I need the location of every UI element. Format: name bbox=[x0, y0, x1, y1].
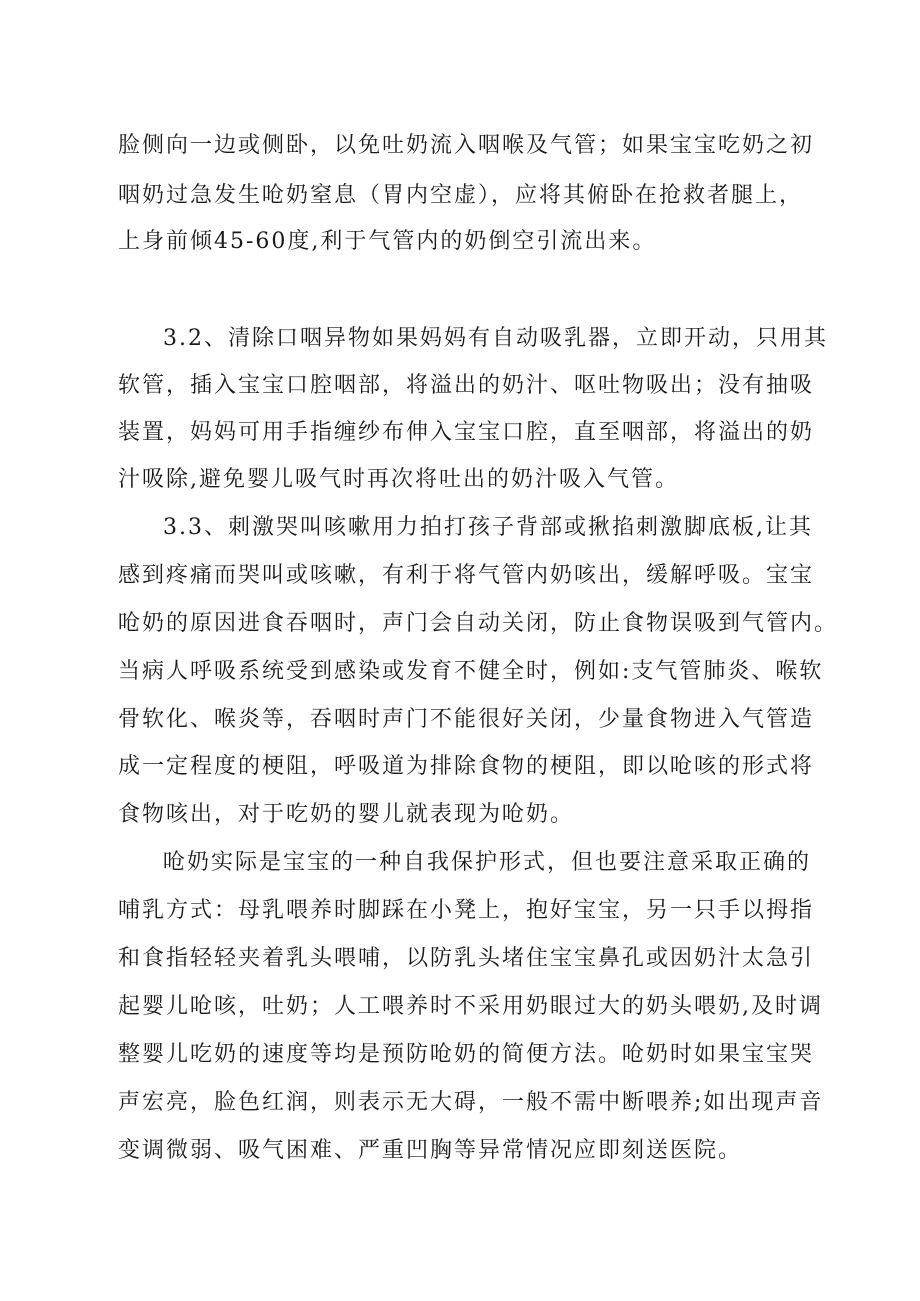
text-line: 声宏亮，脸色红润，则表示无大碍，一般不需中断喂养;如出现声音 bbox=[118, 1090, 824, 1115]
text-line: 呛奶实际是宝宝的一种自我保护形式，但也要注意采取正确的 bbox=[163, 850, 812, 875]
text-line: 咽奶过急发生呛奶窒息（胃内空虚），应将其俯卧在抢救者腿上， bbox=[118, 183, 804, 208]
text-line: 变调微弱、吸气困难、严重凹胸等异常情况应即刻送医院。 bbox=[118, 1138, 743, 1163]
text-line: 呛奶的原因进食吞咽时，声门会自动关闭，防止食物误吸到气管内。 bbox=[118, 611, 839, 636]
text-line: 起婴儿呛咳，吐奶；人工喂养时不采用奶眼过大的奶头喂奶,及时调 bbox=[118, 994, 823, 1019]
text-line: 汁吸除,避免婴儿吸气时再次将吐出的奶汁吸入气管。 bbox=[118, 467, 679, 492]
text-line: 骨软化、喉炎等，吞咽时声门不能很好关闭，少量食物进入气管造 bbox=[118, 707, 815, 732]
text-line: 感到疼痛而哭叫或咳嗽，有利于将气管内奶咳出，缓解呼吸。宝宝 bbox=[118, 563, 815, 588]
text-line: 整婴儿吃奶的速度等均是预防呛奶的简便方法。呛奶时如果宝宝哭 bbox=[118, 1042, 815, 1067]
text-line: 食物咳出，对于吃奶的婴儿就表现为呛奶。 bbox=[118, 802, 575, 827]
text-line: 上身前倾45-60度,利于气管内的奶倒空引流出来。 bbox=[118, 229, 657, 254]
text-line: 当病人呼吸系统受到感染或发育不健全时，例如:支气管肺炎、喉软 bbox=[118, 659, 824, 684]
text-line: 和食指轻轻夹着乳头喂哺，以防乳头堵住宝宝鼻孔或因奶汁太急引 bbox=[118, 946, 815, 971]
text-line: 脸侧向一边或侧卧，以免吐奶流入咽喉及气管；如果宝宝吃奶之初 bbox=[118, 133, 815, 158]
text-line: 软管，插入宝宝口腔咽部，将溢出的奶汁、呕吐物吸出；没有抽吸 bbox=[118, 373, 815, 398]
text-line: 装置，妈妈可用手指缠纱布伸入宝宝口腔，直至咽部，将溢出的奶 bbox=[118, 420, 815, 445]
text-line: 3.3、刺激哭叫咳嗽用力拍打孩子背部或揪掐刺激脚底板,让其 bbox=[163, 515, 813, 540]
text-line: 成一定程度的梗阻，呼吸道为排除食物的梗阻，即以呛咳的形式将 bbox=[118, 754, 815, 779]
text-line: 哺乳方式：母乳喂养时脚踩在小凳上，抱好宝宝，另一只手以拇指 bbox=[118, 898, 815, 923]
text-line: 3.2、清除口咽异物如果妈妈有自动吸乳器，立即开动，只用其 bbox=[163, 326, 828, 351]
